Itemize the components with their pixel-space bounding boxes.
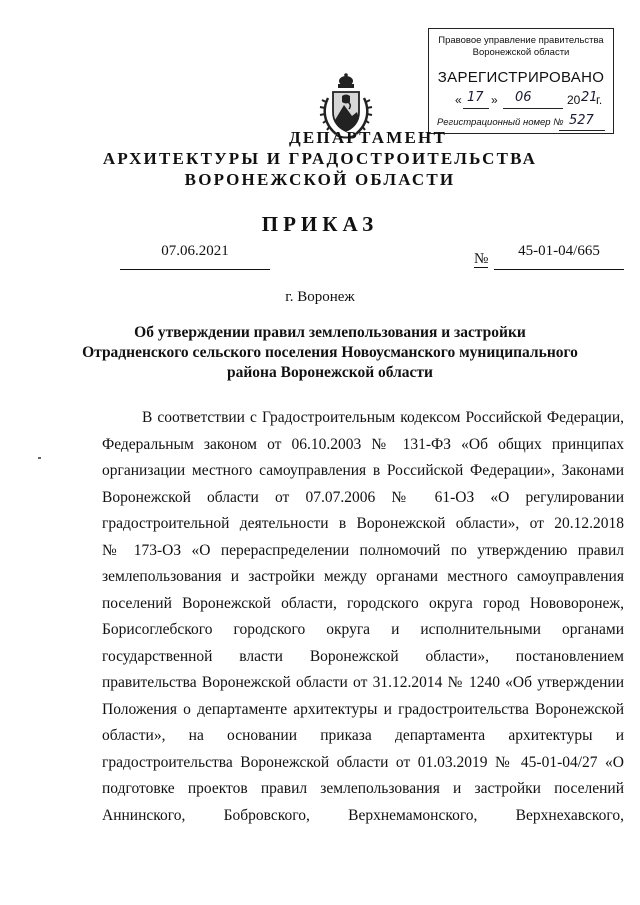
- number-sign: №: [474, 251, 489, 267]
- document-subject: [80, 323, 580, 383]
- body-line: правительства Воронежской области от 31.12.2014 № 1240 «Об утверждении: [102, 674, 624, 691]
- stamp-year-suffix: 21: [581, 90, 598, 105]
- body-line: области», на основании приказа департамента архитектуры и: [102, 727, 624, 744]
- body-line: организации местного самоуправления в Российской Федерации», Законами: [102, 462, 624, 479]
- date-underline: [120, 269, 270, 270]
- body-line: В соответствии с Градостроительным кодексом Российской Федерации,: [142, 409, 624, 426]
- scan-mark: [38, 457, 41, 459]
- body-line: № 173-ОЗ «О перераспределении полномочий по утверждению правил: [102, 541, 624, 559]
- body-line: землепользования и застройки между органами местного самоуправления: [102, 568, 624, 585]
- body-line: Борисоглебского городского округа и исполнительными органами: [102, 621, 624, 638]
- document-body: [102, 405, 624, 829]
- body-line: Аннинского, Бобровского, Верхнемамонского, Верхнехавского,: [102, 806, 624, 824]
- stamp-year-unit: г.: [596, 93, 603, 107]
- body-line: Федеральным законом от 06.10.2003 № 131-ФЗ «Об общих принципах: [102, 435, 624, 453]
- registration-stamp: [428, 28, 614, 134]
- dept-heading-line3: ВОРОНЕЖСКОЙ ОБЛАСТИ: [184, 170, 456, 189]
- stamp-year-prefix: 20: [567, 93, 581, 107]
- body-line: Положения о департаменте архитектуры и градостроительства Воронежской: [102, 700, 624, 718]
- crown-icon: [338, 73, 354, 88]
- subject-line: Об утверждении правил землепользования и застройки: [134, 324, 526, 341]
- stamp-open-quote: «: [455, 93, 462, 107]
- subject-line: района Воронежской области: [227, 364, 433, 381]
- number-underline: [494, 269, 624, 270]
- stamp-org-line1: Правовое управление правительства: [438, 35, 604, 46]
- stamp-month: 06: [515, 90, 532, 105]
- document-type-title: ПРИКАЗ: [261, 212, 379, 236]
- document-date: 07.06.2021: [161, 243, 229, 259]
- body-line: государственной власти Воронежской области», постановлением: [102, 647, 624, 665]
- subject-line: Отрадненского сельского поселения Новоусманского муниципального: [82, 344, 578, 361]
- document-number: 45-01-04/665: [518, 243, 600, 259]
- dept-heading-line2: АРХИТЕКТУРЫ И ГРАДОСТРОИТЕЛЬСТВА: [102, 149, 538, 168]
- stamp-org-line2: Воронежской области: [472, 47, 570, 58]
- body-line: Воронежской области от 07.07.2006 № 61-ОЗ «О регулировании: [102, 488, 624, 506]
- document-city: г. Воронеж: [285, 289, 355, 305]
- stamp-close-quote: »: [491, 93, 498, 107]
- body-line: подготовке проектов правил землепользования и застройки поселений: [102, 780, 624, 797]
- stamp-number-label: Регистрационный номер №: [437, 117, 564, 128]
- body-line: градостроительной деятельности в Воронежской области», от 20.12.2018: [102, 515, 624, 532]
- body-line: поселений Воронежской области, городского округа город Нововоронеж,: [102, 594, 624, 612]
- stamp-number: 527: [569, 113, 594, 128]
- dept-heading-line1: ДЕПАРТАМЕНТ: [288, 128, 448, 147]
- stamp-registered-label: ЗАРЕГИСТРИРОВАНО: [437, 69, 605, 86]
- stamp-date-row: [443, 90, 607, 111]
- stamp-day: 17: [467, 90, 484, 105]
- stamp-month-underline: [503, 108, 563, 109]
- body-line: градостроительства Воронежской области от 01.03.2019 № 45-01-04/27 «О: [102, 753, 624, 771]
- stamp-day-underline: [463, 108, 489, 109]
